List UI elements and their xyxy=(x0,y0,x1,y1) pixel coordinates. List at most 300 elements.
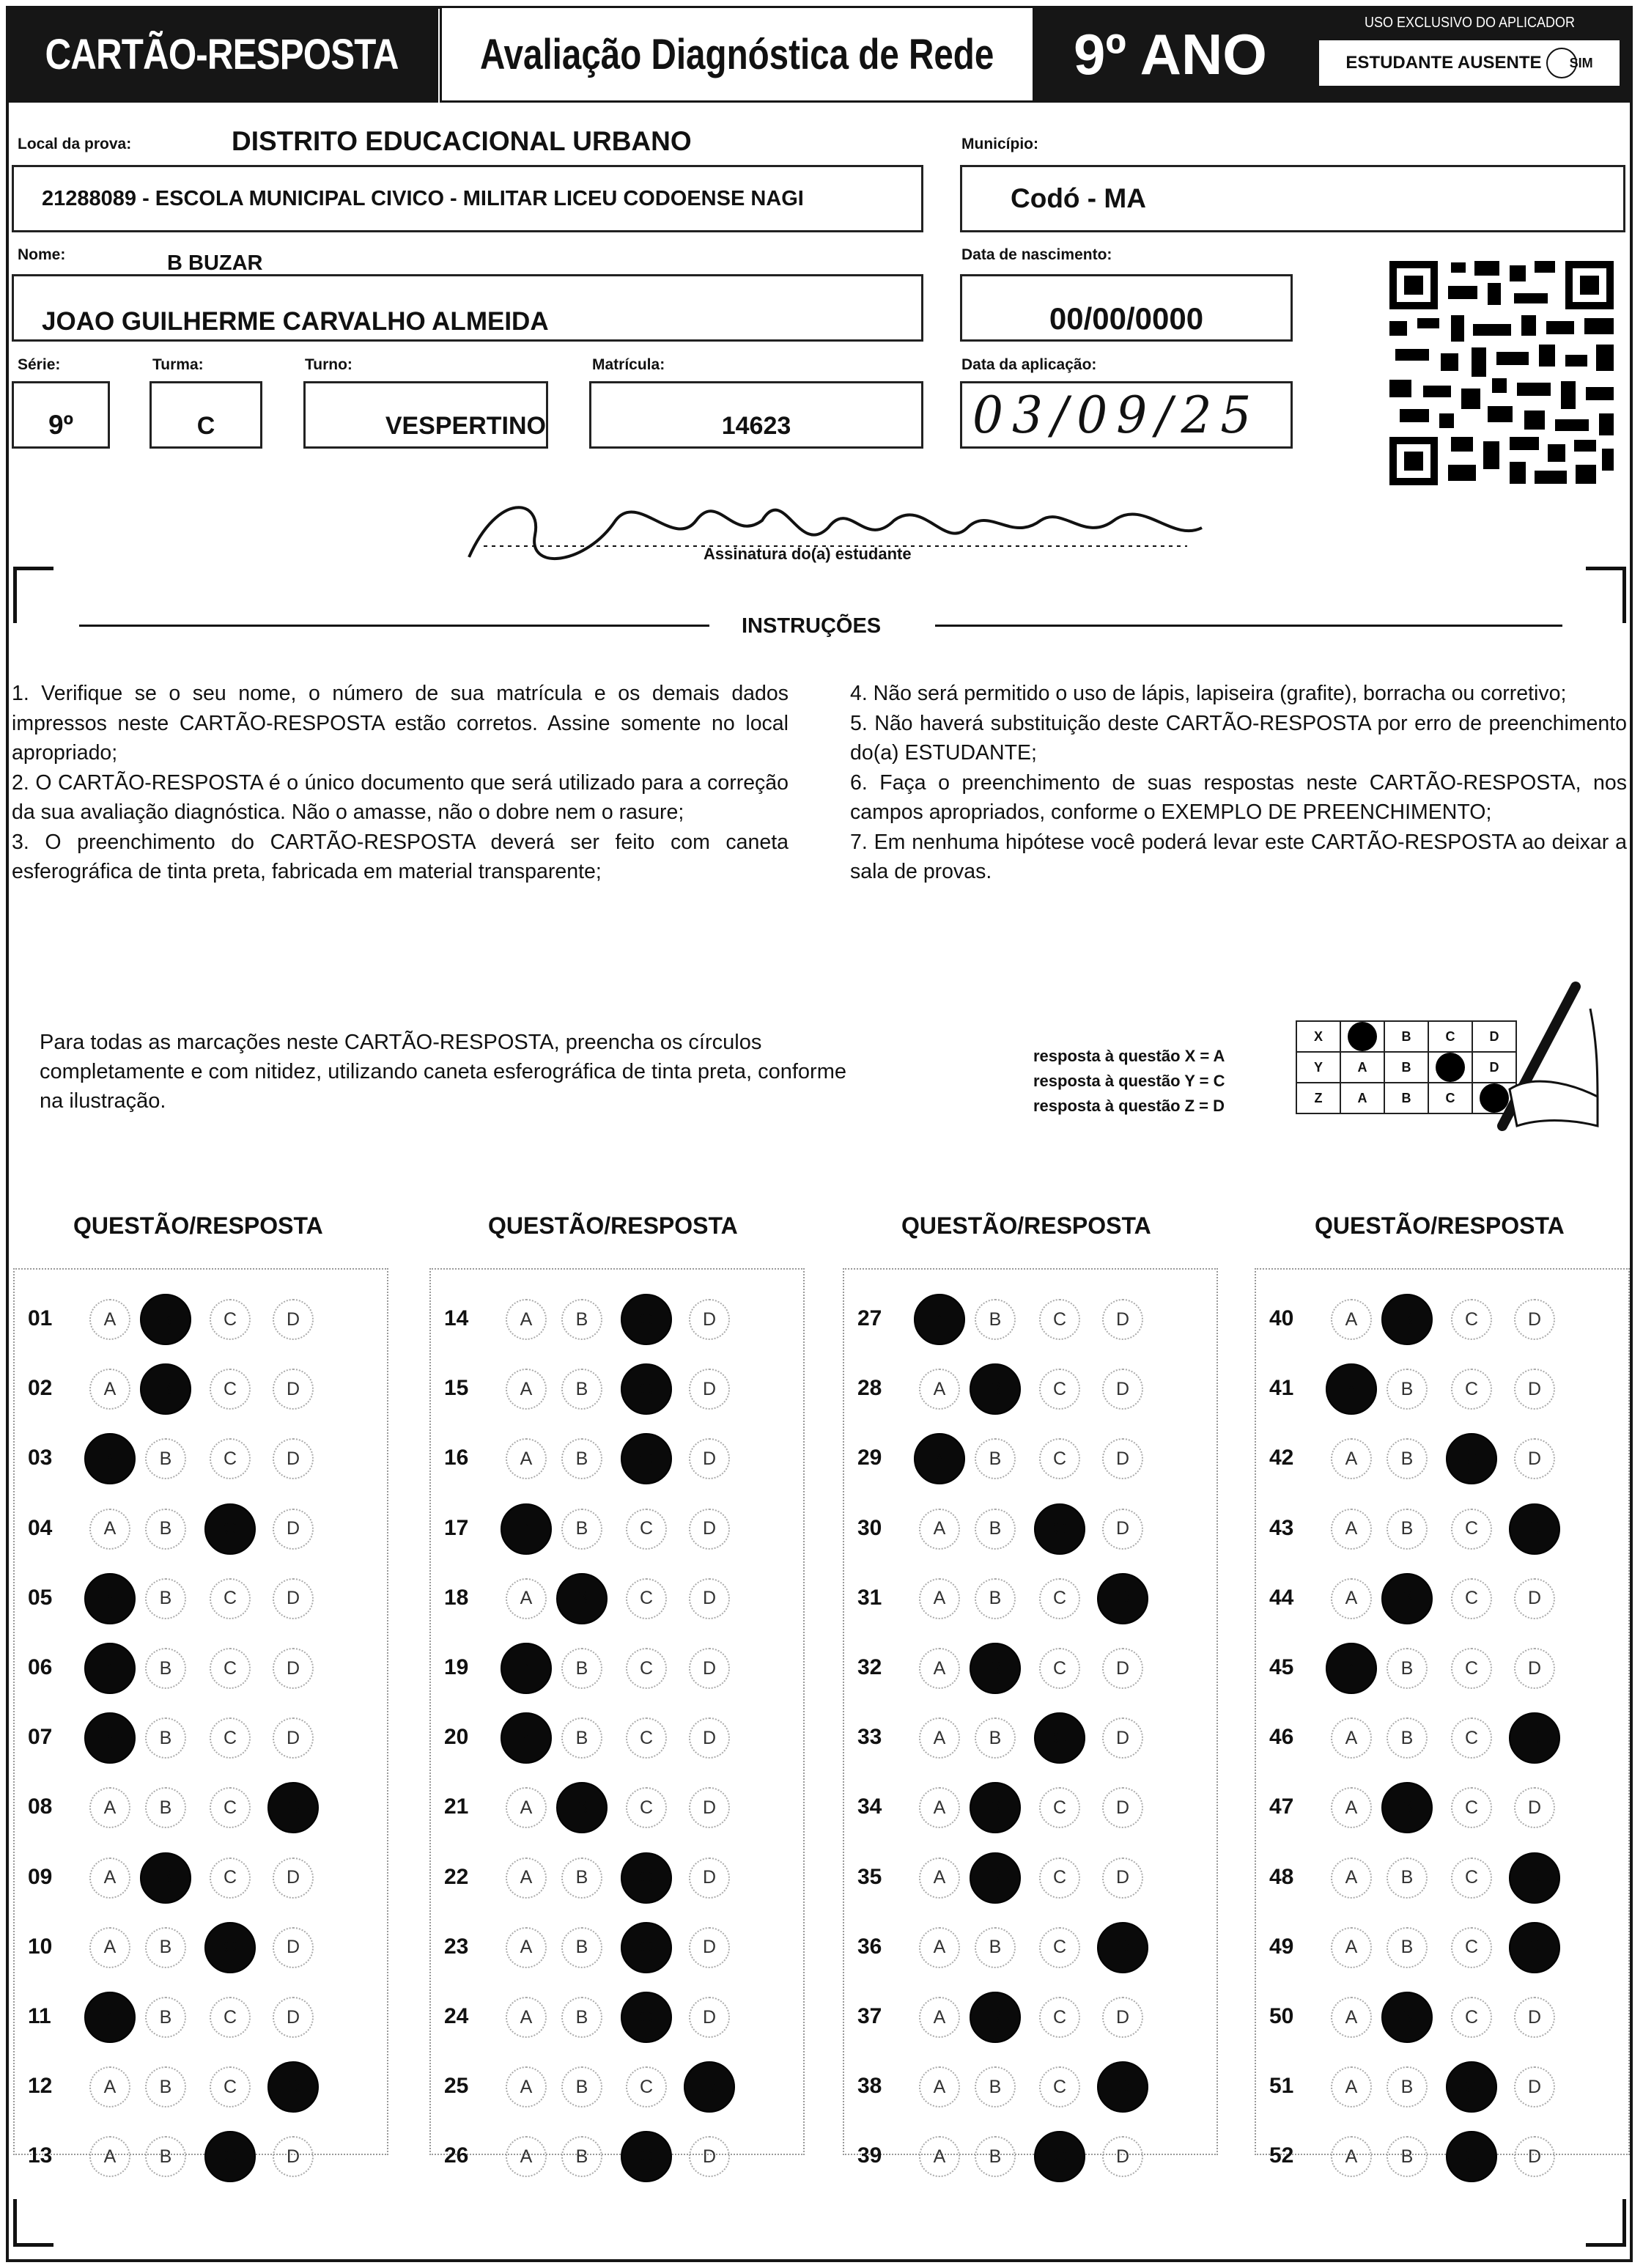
example-cell-b: B xyxy=(1384,1083,1428,1113)
answer-bubble[interactable]: D xyxy=(1102,2136,1143,2177)
answer-bubble[interactable]: A xyxy=(506,1299,547,1340)
shift-value: VESPERTINO xyxy=(385,412,546,440)
question-number: 30 xyxy=(857,1515,882,1540)
answer-bubble[interactable]: B xyxy=(1387,1717,1428,1759)
class-field xyxy=(149,381,262,449)
answer-bubble[interactable]: A xyxy=(506,1997,547,2038)
answer-bubble[interactable]: A xyxy=(1331,1717,1372,1759)
question-number: 52 xyxy=(1269,2143,1294,2168)
answer-bubble[interactable]: D xyxy=(1102,1369,1143,1410)
corner-bottom-right xyxy=(1586,2199,1626,2247)
question-number: 46 xyxy=(1269,1725,1294,1750)
answer-bubble-filled[interactable]: D xyxy=(1097,1922,1148,1973)
instruction-5: 5. Não haverá substituição deste CARTÃO-RESPOSTA por erro de preenchimento do(a) ESTUDANTE; xyxy=(850,711,1627,765)
answer-bubble[interactable]: B xyxy=(145,1509,186,1550)
answer-bubble[interactable]: A xyxy=(89,1369,130,1410)
question-number: 50 xyxy=(1269,2004,1294,2028)
answer-bubble[interactable]: C xyxy=(626,1648,667,1689)
answer-bubble[interactable]: D xyxy=(1514,1299,1555,1340)
answer-bubble-filled[interactable]: B xyxy=(970,1852,1021,1904)
answer-bubble-filled[interactable]: D xyxy=(1509,1503,1560,1555)
answer-bubble[interactable]: B xyxy=(1387,1858,1428,1899)
answer-bubble[interactable]: D xyxy=(1102,1717,1143,1759)
local-value: DISTRITO EDUCACIONAL URBANO xyxy=(232,126,692,156)
answer-bubble-filled[interactable]: A xyxy=(84,1433,136,1484)
question-number: 42 xyxy=(1269,1446,1294,1470)
instruction-2: 2. O CARTÃO-RESPOSTA é o único documento que será utilizado para a correção da sua avaliação diagnóstica. Não o amasse, não o dobre nem o rasure; xyxy=(12,770,789,824)
answer-bubble[interactable]: D xyxy=(273,1438,314,1479)
question-number: 36 xyxy=(857,1934,882,1959)
instruction-1: 1. Verifique se o seu nome, o número de sua matrícula e os demais dados impressos neste CARTÃO-RESPOSTA estão corretos. Assine somente no local apropriado; xyxy=(12,682,789,765)
answer-bubble-filled[interactable]: B xyxy=(1381,1782,1433,1833)
answer-bubble[interactable]: A xyxy=(1331,1927,1372,1968)
answer-bubble[interactable]: B xyxy=(1387,2136,1428,2177)
answer-bubble[interactable]: B xyxy=(975,1578,1016,1619)
example-row-y xyxy=(1296,1052,1516,1083)
answer-bubble[interactable]: A xyxy=(1331,1578,1372,1619)
question-number: 29 xyxy=(857,1446,882,1470)
answer-bubble-filled[interactable]: C xyxy=(1034,2131,1085,2182)
answer-bubble[interactable]: B xyxy=(561,1438,602,1479)
answer-bubble[interactable]: D xyxy=(1102,1438,1143,1479)
answer-bubble[interactable]: B xyxy=(561,1509,602,1550)
answer-bubble[interactable]: D xyxy=(689,1717,730,1759)
apply-date-handwritten: 03/09/25 xyxy=(972,385,1260,445)
answer-bubble[interactable]: B xyxy=(975,1927,1016,1968)
signature-label: Assinatura do(a) estudante xyxy=(704,545,912,563)
answer-bubble[interactable]: D xyxy=(689,1509,730,1550)
answer-bubble[interactable]: A xyxy=(1331,1438,1372,1479)
answer-bubble[interactable]: D xyxy=(273,1717,314,1759)
name-label: Nome: xyxy=(18,246,66,263)
answer-bubble-filled[interactable]: C xyxy=(621,1992,672,2043)
answer-bubble[interactable]: A xyxy=(89,1787,130,1828)
answer-bubble[interactable]: B xyxy=(145,1438,186,1479)
answer-bubble[interactable]: D xyxy=(1102,1648,1143,1689)
example-row-label: X xyxy=(1296,1021,1340,1052)
answer-bubble-filled[interactable]: C xyxy=(1446,2061,1497,2113)
answer-bubble[interactable]: A xyxy=(89,2136,130,2177)
answer-bubble-filled[interactable]: A xyxy=(84,1573,136,1624)
answer-bubble[interactable]: C xyxy=(210,1858,251,1899)
answer-bubble-filled[interactable]: B xyxy=(140,1294,191,1345)
example-cell-a: A xyxy=(1340,1083,1384,1113)
answer-bubble-filled[interactable]: B xyxy=(140,1363,191,1415)
answer-bubble[interactable]: B xyxy=(561,2066,602,2107)
question-number: 20 xyxy=(444,1725,469,1750)
answer-bubble-filled[interactable]: D xyxy=(1509,1922,1560,1973)
answer-bubble-filled[interactable]: A xyxy=(1326,1643,1377,1694)
answer-bubble[interactable]: D xyxy=(689,1787,730,1828)
answer-bubble-filled[interactable]: A xyxy=(84,1643,136,1694)
answer-bubble[interactable]: D xyxy=(1514,2136,1555,2177)
question-number: 22 xyxy=(444,1864,469,1889)
answer-bubble-filled[interactable]: B xyxy=(556,1782,608,1833)
example-cell-c xyxy=(1428,1052,1472,1083)
answer-bubble[interactable]: B xyxy=(1387,1369,1428,1410)
fill-note: Para todas as marcações neste CARTÃO-RESPOSTA, preencha os círculos completamente e com nitidez, utilizando caneta esferográfica de tinta preta, conforme na ilustração. xyxy=(40,1031,846,1113)
answer-bubble[interactable]: A xyxy=(506,2066,547,2107)
answer-bubble[interactable]: A xyxy=(1331,1787,1372,1828)
answer-bubble[interactable]: D xyxy=(689,2136,730,2177)
answer-bubble[interactable]: C xyxy=(210,1717,251,1759)
qr-code xyxy=(1385,257,1618,490)
example-filled-dot xyxy=(1436,1053,1465,1082)
question-number: 18 xyxy=(444,1585,469,1610)
answer-bubble-filled[interactable]: A xyxy=(914,1433,965,1484)
answer-bubble-filled[interactable]: C xyxy=(621,1852,672,1904)
answer-bubble-filled[interactable]: B xyxy=(140,1852,191,1904)
city-label: Município: xyxy=(961,136,1038,152)
answer-bubble-filled[interactable]: C xyxy=(621,1433,672,1484)
answer-bubble[interactable]: B xyxy=(145,2066,186,2107)
answer-bubble[interactable]: B xyxy=(145,1997,186,2038)
answer-bubble-filled[interactable]: A xyxy=(501,1503,552,1555)
answer-bubble-filled[interactable]: D xyxy=(684,2061,735,2113)
answer-bubble[interactable]: A xyxy=(89,2066,130,2107)
answer-bubble[interactable]: A xyxy=(919,1648,960,1689)
answer-bubble[interactable]: B xyxy=(561,2136,602,2177)
answer-bubble[interactable]: C xyxy=(626,1509,667,1550)
answer-bubble[interactable]: A xyxy=(506,1927,547,1968)
applicator-box xyxy=(1306,6,1633,103)
instructions-right xyxy=(850,679,1627,887)
answer-bubble[interactable]: D xyxy=(1514,1648,1555,1689)
enroll-field xyxy=(589,381,923,449)
answer-bubble[interactable]: D xyxy=(273,1578,314,1619)
answer-bubble[interactable]: A xyxy=(506,1787,547,1828)
answer-bubble[interactable]: B xyxy=(145,1787,186,1828)
answer-bubble[interactable]: B xyxy=(561,1369,602,1410)
answer-bubble[interactable]: A xyxy=(919,1927,960,1968)
answer-bubble-filled[interactable]: A xyxy=(1326,1363,1377,1415)
question-number: 35 xyxy=(857,1864,882,1889)
question-number: 12 xyxy=(28,2074,53,2099)
answer-bubble-filled[interactable]: C xyxy=(1034,1712,1085,1764)
answer-bubble[interactable]: A xyxy=(919,1787,960,1828)
answer-bubble[interactable]: B xyxy=(145,1927,186,1968)
answer-bubble[interactable]: B xyxy=(975,1438,1016,1479)
answer-bubble[interactable]: D xyxy=(1102,1997,1143,2038)
answer-bubble-filled[interactable]: C xyxy=(1446,1433,1497,1484)
question-number: 08 xyxy=(28,1794,53,1819)
answer-bubble[interactable]: C xyxy=(1451,1509,1492,1550)
answer-bubble-filled[interactable]: C xyxy=(204,2131,256,2182)
pen-icon xyxy=(1488,979,1605,1141)
answer-bubble-filled[interactable]: D xyxy=(1509,1712,1560,1764)
answer-bubble[interactable]: D xyxy=(273,1858,314,1899)
answer-bubble[interactable]: C xyxy=(626,1717,667,1759)
question-number: 14 xyxy=(444,1306,469,1330)
question-number: 04 xyxy=(28,1515,53,1540)
answer-bubble[interactable]: D xyxy=(689,1369,730,1410)
birth-value: 00/00/0000 xyxy=(1049,301,1204,336)
column-header-2: QUESTÃO/RESPOSTA xyxy=(488,1212,738,1239)
answer-bubble[interactable]: B xyxy=(1387,1509,1428,1550)
answer-bubble[interactable]: C xyxy=(626,1578,667,1619)
instruction-7: 7. Em nenhuma hipótese você poderá levar este CARTÃO-RESPOSTA ao deixar a sala de provas. xyxy=(850,830,1627,883)
answer-bubble[interactable]: D xyxy=(689,1927,730,1968)
answer-bubble[interactable]: C xyxy=(1039,1299,1080,1340)
answer-bubble-filled[interactable]: A xyxy=(84,1712,136,1764)
answer-bubble[interactable]: B xyxy=(975,2066,1016,2107)
answer-bubble[interactable]: D xyxy=(1514,2066,1555,2107)
answer-bubble-filled[interactable]: D xyxy=(267,2061,319,2113)
question-number: 49 xyxy=(1269,1934,1294,1959)
answer-bubble[interactable]: B xyxy=(975,1299,1016,1340)
absent-option-label: SIM xyxy=(1569,55,1593,70)
answer-bubble-filled[interactable]: C xyxy=(621,2131,672,2182)
apply-field xyxy=(960,381,1293,449)
answer-bubble-filled[interactable]: B xyxy=(1381,1573,1433,1624)
answer-bubble-filled[interactable]: C xyxy=(621,1294,672,1345)
corner-top-left xyxy=(13,567,53,623)
answer-bubble[interactable]: C xyxy=(1039,1648,1080,1689)
answer-bubble[interactable]: B xyxy=(561,1997,602,2038)
card-title xyxy=(6,6,438,103)
question-number: 16 xyxy=(444,1446,469,1470)
answer-bubble[interactable]: A xyxy=(1331,1509,1372,1550)
corner-bottom-left xyxy=(13,2199,53,2247)
answer-bubble[interactable]: B xyxy=(145,1578,186,1619)
answer-bubble-filled[interactable]: C xyxy=(1034,1503,1085,1555)
answer-bubble[interactable]: A xyxy=(1331,1997,1372,2038)
question-number: 45 xyxy=(1269,1655,1294,1679)
answer-bubble-filled[interactable]: D xyxy=(1097,1573,1148,1624)
answer-bubble-filled[interactable]: A xyxy=(84,1992,136,2043)
answer-bubble[interactable]: A xyxy=(89,1299,130,1340)
answer-bubble[interactable]: B xyxy=(1387,1648,1428,1689)
answer-bubble[interactable]: A xyxy=(919,2136,960,2177)
answer-bubble-filled[interactable]: C xyxy=(621,1363,672,1415)
answer-bubble[interactable]: B xyxy=(561,1858,602,1899)
answer-bubble-filled[interactable]: D xyxy=(1509,1852,1560,1904)
answer-bubble[interactable]: A xyxy=(1331,1858,1372,1899)
answer-bubble[interactable]: B xyxy=(1387,1438,1428,1479)
answer-bubble[interactable]: C xyxy=(1039,1997,1080,2038)
answer-bubble[interactable]: A xyxy=(506,1369,547,1410)
answer-bubble[interactable]: C xyxy=(210,1299,251,1340)
answer-bubble[interactable]: D xyxy=(273,1927,314,1968)
answer-bubble[interactable]: D xyxy=(1514,1787,1555,1828)
city-value: Codó - MA xyxy=(1011,183,1146,213)
answer-bubble[interactable]: A xyxy=(506,1578,547,1619)
answer-bubble-filled[interactable]: D xyxy=(1097,2061,1148,2113)
question-number: 05 xyxy=(28,1585,53,1610)
answer-bubble[interactable]: D xyxy=(273,1648,314,1689)
answer-bubble[interactable]: B xyxy=(561,1648,602,1689)
answer-bubble[interactable]: D xyxy=(1514,1438,1555,1479)
answer-bubble-filled[interactable]: C xyxy=(204,1503,256,1555)
question-number: 26 xyxy=(444,2143,469,2168)
question-number: 47 xyxy=(1269,1794,1294,1819)
answer-bubble[interactable]: D xyxy=(1102,1509,1143,1550)
question-number: 21 xyxy=(444,1794,469,1819)
answer-bubble[interactable]: B xyxy=(561,1299,602,1340)
answer-bubble-filled[interactable]: B xyxy=(970,1643,1021,1694)
example-cell-b: B xyxy=(1384,1052,1428,1083)
answer-bubble[interactable]: C xyxy=(210,1997,251,2038)
answer-bubble[interactable]: C xyxy=(1039,1369,1080,1410)
answer-bubble[interactable]: C xyxy=(210,1648,251,1689)
answer-bubble[interactable]: C xyxy=(1039,1858,1080,1899)
birth-field xyxy=(960,274,1293,342)
series-field xyxy=(12,381,110,449)
instructions-rule-right xyxy=(935,625,1562,627)
answer-bubble[interactable]: A xyxy=(506,1438,547,1479)
answer-bubble[interactable]: D xyxy=(273,2136,314,2177)
answer-bubble[interactable]: A xyxy=(919,1509,960,1550)
answer-bubble[interactable]: C xyxy=(626,1787,667,1828)
example-row-label: Z xyxy=(1296,1083,1340,1113)
example-row-x xyxy=(1296,1021,1516,1052)
name-field xyxy=(12,274,923,342)
answer-bubble[interactable]: A xyxy=(919,1369,960,1410)
answer-bubble[interactable]: C xyxy=(210,1578,251,1619)
answer-bubble-filled[interactable]: B xyxy=(1381,1294,1433,1345)
answer-bubble[interactable]: C xyxy=(210,1787,251,1828)
answer-bubble-filled[interactable]: C xyxy=(621,1922,672,1973)
answer-bubble-filled[interactable]: B xyxy=(970,1363,1021,1415)
answer-bubble[interactable]: D xyxy=(273,1299,314,1340)
question-number: 25 xyxy=(444,2074,469,2099)
example-cell-d: D xyxy=(1472,1021,1516,1052)
answer-bubble[interactable]: D xyxy=(1514,1578,1555,1619)
applicator-title: USO EXCLUSIVO DO APLICADOR xyxy=(1364,15,1575,31)
class-value: C xyxy=(196,412,215,440)
answer-bubble[interactable]: D xyxy=(273,1369,314,1410)
answer-bubble[interactable]: A xyxy=(1331,2136,1372,2177)
question-number: 32 xyxy=(857,1655,882,1679)
school-value: 21288089 - ESCOLA MUNICIPAL CIVICO - MILITAR LICEU CODOENSE NAGI xyxy=(42,186,804,210)
question-number: 06 xyxy=(28,1655,53,1679)
example-cell-d: D xyxy=(1472,1052,1516,1083)
answer-bubble[interactable]: B xyxy=(145,1717,186,1759)
exam-title xyxy=(440,6,1035,103)
answer-bubble[interactable]: D xyxy=(689,1578,730,1619)
answer-bubble[interactable]: C xyxy=(1039,1787,1080,1828)
instruction-4: 4. Não será permitido o uso de lápis, lapiseira (grafite), borracha ou corretivo; xyxy=(850,682,1567,705)
card-title-text: CARTÃO-RESPOSTA xyxy=(45,30,399,78)
question-number: 10 xyxy=(28,1934,53,1959)
answer-bubble[interactable]: C xyxy=(1451,1578,1492,1619)
answer-bubble[interactable]: D xyxy=(1514,1997,1555,2038)
answer-bubble[interactable]: D xyxy=(689,1997,730,2038)
answer-bubble[interactable]: D xyxy=(689,1438,730,1479)
question-number: 09 xyxy=(28,1864,53,1889)
answer-bubble[interactable]: B xyxy=(1387,1927,1428,1968)
answer-bubble[interactable]: D xyxy=(1102,1858,1143,1899)
answer-bubble[interactable]: C xyxy=(1451,1299,1492,1340)
answer-bubble[interactable]: C xyxy=(626,2066,667,2107)
example-cell-b: B xyxy=(1384,1021,1428,1052)
answer-bubble[interactable]: C xyxy=(1451,1369,1492,1410)
answer-bubble[interactable]: C xyxy=(1039,1927,1080,1968)
question-number: 19 xyxy=(444,1655,469,1679)
answer-bubble-filled[interactable]: B xyxy=(556,1573,608,1624)
answer-bubble[interactable]: D xyxy=(273,1997,314,2038)
answer-bubble-filled[interactable]: A xyxy=(501,1712,552,1764)
example-cell-c: C xyxy=(1428,1021,1472,1052)
answer-bubble[interactable]: C xyxy=(1039,2066,1080,2107)
answer-bubble[interactable]: C xyxy=(210,2066,251,2107)
answer-bubble[interactable]: B xyxy=(975,2136,1016,2177)
answer-bubble-filled[interactable]: B xyxy=(970,1992,1021,2043)
answer-bubble[interactable]: A xyxy=(919,2066,960,2107)
answer-bubble-filled[interactable]: A xyxy=(914,1294,965,1345)
answer-bubble[interactable]: A xyxy=(1331,2066,1372,2107)
answer-bubble[interactable]: B xyxy=(975,1509,1016,1550)
answer-bubble[interactable]: D xyxy=(689,1299,730,1340)
answer-bubble[interactable]: D xyxy=(1102,1299,1143,1340)
answer-bubble[interactable]: A xyxy=(89,1858,130,1899)
answer-bubble-filled[interactable]: B xyxy=(1381,1992,1433,2043)
answer-bubble[interactable]: A xyxy=(1331,1299,1372,1340)
question-number: 34 xyxy=(857,1794,882,1819)
answer-bubble[interactable]: C xyxy=(1451,1717,1492,1759)
series-label: Série: xyxy=(18,356,61,373)
answer-bubble-filled[interactable]: C xyxy=(1446,2131,1497,2182)
question-number: 24 xyxy=(444,2004,469,2028)
answer-bubble[interactable]: C xyxy=(1451,1648,1492,1689)
answer-bubble[interactable]: A xyxy=(89,1927,130,1968)
answer-bubble[interactable]: A xyxy=(919,1717,960,1759)
answer-bubble[interactable]: B xyxy=(145,2136,186,2177)
question-number: 03 xyxy=(28,1446,53,1470)
answer-bubble[interactable]: C xyxy=(1451,1858,1492,1899)
answer-bubble[interactable]: C xyxy=(1451,1927,1492,1968)
corner-top-right xyxy=(1586,567,1626,623)
answer-bubble-filled[interactable]: C xyxy=(204,1922,256,1973)
answer-bubble-filled[interactable]: B xyxy=(970,1782,1021,1833)
name-above: B BUZAR xyxy=(167,251,263,275)
answer-bubble[interactable]: A xyxy=(919,1858,960,1899)
question-number: 39 xyxy=(857,2143,882,2168)
answer-bubble[interactable]: A xyxy=(919,1578,960,1619)
answer-bubble[interactable]: C xyxy=(210,1438,251,1479)
answer-bubble[interactable]: B xyxy=(145,1648,186,1689)
question-number: 33 xyxy=(857,1725,882,1750)
answer-bubble[interactable]: B xyxy=(561,1927,602,1968)
answer-bubble[interactable]: C xyxy=(1039,1438,1080,1479)
answer-bubble[interactable]: D xyxy=(689,1648,730,1689)
example-line-z: resposta à questão Z = D xyxy=(1033,1097,1225,1115)
answer-bubble[interactable]: C xyxy=(1451,1997,1492,2038)
answer-bubble[interactable]: A xyxy=(919,1997,960,2038)
answer-bubble[interactable]: B xyxy=(561,1717,602,1759)
answer-bubble[interactable]: A xyxy=(506,1858,547,1899)
answer-bubble[interactable]: C xyxy=(210,1369,251,1410)
shift-label: Turno: xyxy=(305,356,352,373)
answer-bubble[interactable]: B xyxy=(975,1717,1016,1759)
example-lines xyxy=(1033,1044,1225,1119)
question-number: 38 xyxy=(857,2074,882,2099)
answer-bubble[interactable]: D xyxy=(273,1509,314,1550)
answer-bubble-filled[interactable]: D xyxy=(267,1782,319,1833)
answer-bubble[interactable]: A xyxy=(506,2136,547,2177)
example-cell-c: C xyxy=(1428,1083,1472,1113)
answer-bubble[interactable]: B xyxy=(1387,2066,1428,2107)
local-label: Local da prova: xyxy=(18,136,132,152)
answer-bubble[interactable]: C xyxy=(1451,1787,1492,1828)
answer-bubble[interactable]: D xyxy=(1514,1369,1555,1410)
instructions-title: INSTRUÇÕES xyxy=(742,614,882,638)
answer-bubble-filled[interactable]: A xyxy=(501,1643,552,1694)
answer-bubble[interactable]: A xyxy=(89,1509,130,1550)
answer-bubble[interactable]: C xyxy=(1039,1578,1080,1619)
answer-bubble[interactable]: D xyxy=(1102,1787,1143,1828)
answer-bubble[interactable]: D xyxy=(689,1858,730,1899)
